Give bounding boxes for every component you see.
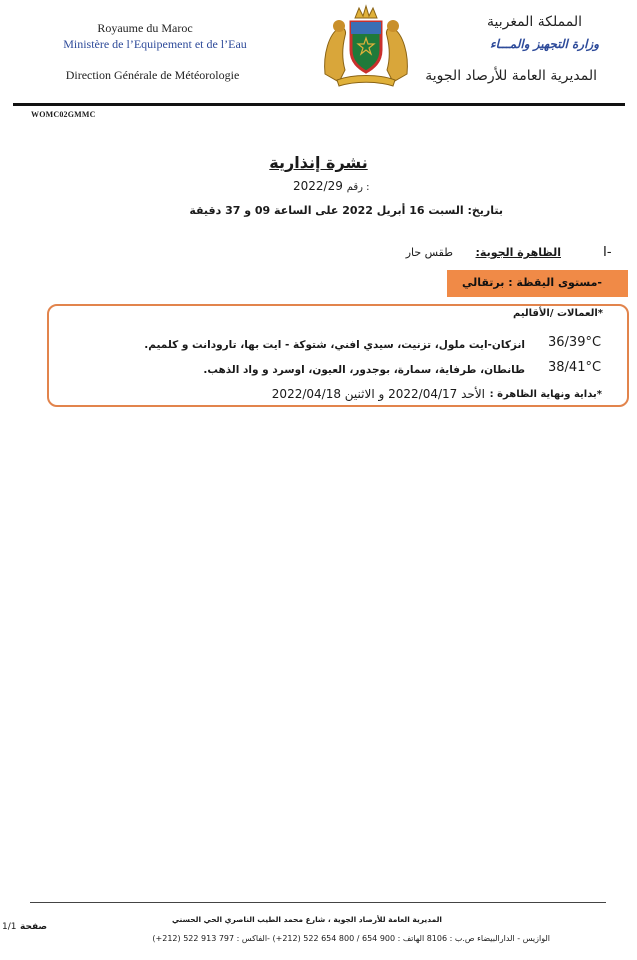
- header-ministry-ar: وزارة التجهيز والمـــاء: [489, 37, 599, 51]
- bulletin-number-label: رقم :: [346, 182, 370, 193]
- regions-list-1: انزكان-ايت ملول، تزنيت، سيدي افني، شتوكة - ايت بها، تارودانت و كلميم.: [144, 339, 525, 351]
- period-value: الأحد 2022/04/17 و الاثنين 2022/04/18: [271, 387, 485, 401]
- temperature-range-2: 38/41°C: [548, 360, 602, 375]
- footer-address: المديرية العامة للأرصاد الجوية ، شارع محمد الطيب الناصري الحي الحسني: [171, 915, 442, 924]
- bulletin-number-line: [293, 179, 370, 193]
- regions-list-2: طانطان، طرفاية، سمارة، بوجدور، العيون، اوسرد و واد الذهب.: [203, 364, 525, 376]
- bulletin-title: نشرة إنذارية: [269, 153, 368, 172]
- header-country-ar: المملكة المغربية: [486, 14, 582, 30]
- header-directorate-ar: المديرية العامة للأرصاد الجوية: [425, 68, 597, 84]
- phenomenon-value: طقس حار: [405, 246, 453, 259]
- section-number: I-: [603, 245, 612, 260]
- bulletin-number-value: 2022/29: [293, 179, 343, 193]
- header-directorate-fr: Direction Générale de Météorologie: [65, 68, 240, 82]
- bulletin-date: بتاريخ: السبت 16 أبريل 2022 على الساعة 09 و 37 دقيقة: [189, 204, 503, 217]
- phenomenon-label: الظاهرة الجوية:: [475, 246, 561, 259]
- regions-header: *العمالات /الأقاليم: [513, 308, 603, 319]
- bulletin-code: WOMC02GMMC: [31, 110, 96, 119]
- footer-contact: الوازيس - الدارالبيضاء ص.ب : 8106 الهاتف : 900 654 / 800 654 522 (212+) -الفاكس : 797 913 522 (212+): [152, 934, 550, 943]
- temperature-range-1: 36/39°C: [548, 335, 602, 350]
- vigilance-level: -مستوى اليقظة : برتقالي: [461, 276, 602, 289]
- footer-divider: [30, 902, 606, 903]
- period-label: *بداية ونهاية الظاهرة :: [489, 389, 602, 400]
- header-ministry-fr: Ministère de l’Equipement et de l’Eau: [63, 37, 247, 51]
- page-number: 1/1: [2, 922, 17, 932]
- header-divider: [13, 103, 625, 106]
- header-country-fr: Royaume du Maroc: [97, 21, 193, 35]
- page-label: صفحة: [20, 922, 48, 932]
- coat-of-arms-emblem: [319, 4, 413, 88]
